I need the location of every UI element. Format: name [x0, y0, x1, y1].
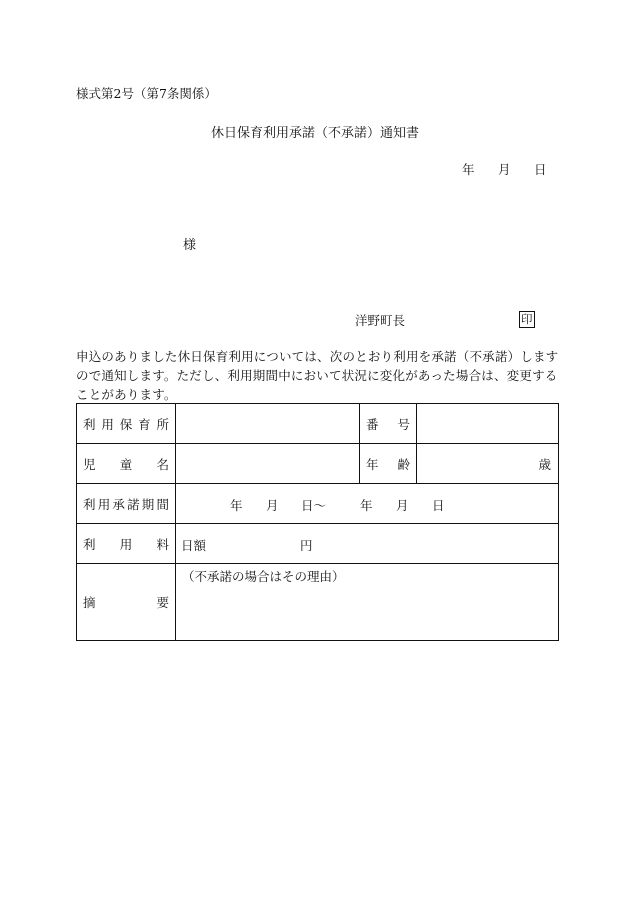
- form-number: 様式第2号（第7条関係）: [76, 86, 217, 101]
- date-year: 年: [462, 162, 475, 177]
- remarks-label: 摘 要: [77, 564, 176, 641]
- period-value[interactable]: [176, 484, 559, 524]
- period-end-day: 日: [432, 498, 445, 513]
- fee-unit: 円: [300, 538, 313, 553]
- notice-body-text: 申込のありました休日保育利用については、次のとおり利用を承諾（不承諾）しますので通知します。ただし、利用期間中において状況に変化があった場合は、変更することがあります。: [76, 349, 559, 402]
- number-label: 番 号: [360, 404, 417, 444]
- table-row-child: [77, 444, 559, 484]
- date-day: 日: [534, 162, 547, 177]
- details-table: [76, 403, 559, 641]
- table-row-period: [77, 484, 559, 524]
- recipient-suffix: 様: [183, 238, 197, 253]
- period-end-month: 月: [396, 498, 409, 513]
- period-start-year: 年: [230, 498, 243, 513]
- fee-label: 利 用 料: [77, 524, 176, 564]
- period-end-year: 年: [360, 498, 373, 513]
- table-row-facility: [77, 404, 559, 444]
- period-start-month: 月: [266, 498, 279, 513]
- facility-label: 利 用 保 育 所: [77, 404, 176, 444]
- date-month: 月: [498, 162, 511, 177]
- seal-mark: 印: [521, 312, 533, 326]
- age-label: 年 齢: [360, 444, 417, 484]
- age-unit: 歳: [538, 456, 551, 472]
- remarks-value[interactable]: [176, 564, 559, 641]
- facility-value[interactable]: [176, 404, 360, 444]
- remarks-note: （不承諾の場合はその理由）: [182, 569, 345, 584]
- issuer-name: 洋野町長: [355, 313, 406, 328]
- child-name-label: 児 童 名: [77, 444, 176, 484]
- fee-value[interactable]: [176, 524, 559, 564]
- document-title: 休日保育利用承諾（不承諾）通知書: [210, 126, 419, 141]
- period-label: 利 用 承 諾 期 間: [77, 484, 176, 524]
- age-value[interactable]: [417, 444, 559, 484]
- child-name-value[interactable]: [176, 444, 360, 484]
- table-row-remarks: [77, 564, 559, 641]
- fee-prefix: 日額: [181, 538, 207, 553]
- table-row-fee: [77, 524, 559, 564]
- period-start-day: 日～: [301, 498, 327, 513]
- number-value[interactable]: [417, 404, 559, 444]
